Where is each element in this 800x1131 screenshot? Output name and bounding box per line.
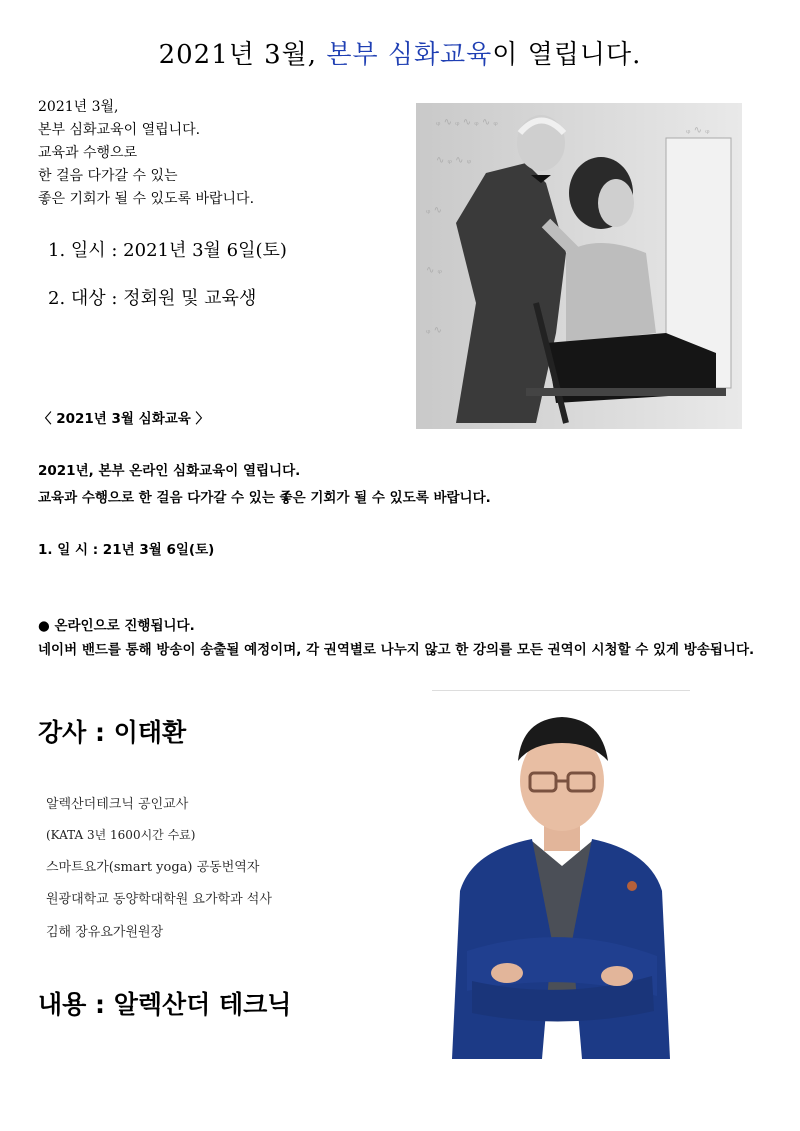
content-heading: 내용 : 알렉산더 테크닉 xyxy=(38,990,292,1019)
svg-text:∿ ᵩ: ∿ ᵩ xyxy=(426,265,442,276)
bio-line: 원광대학교 동양학대학원 요가학과 석사 xyxy=(46,892,272,907)
photo-caption: 〈 2021년 3월 심화교육 〉 xyxy=(38,411,210,427)
online-body: 네이버 밴드를 통해 방송이 송출될 예정이며, 각 권역별로 나누지 않고 한 강의를 모든 권역이 시청할 수 있게 방송됩니다. xyxy=(38,642,755,658)
page-title xyxy=(0,34,800,71)
schedule-item: 1. 일시 : 2021년 3월 6일(토) xyxy=(48,240,287,261)
svg-text:ᵩ ∿ ᵩ: ᵩ ∿ ᵩ xyxy=(686,125,710,136)
bio-line: 스마트요가(smart yoga) 공동번역자 xyxy=(46,860,260,875)
bio-line: 알렉산더테크닉 공인교사 xyxy=(46,797,189,812)
target-item: 2. 대상 : 정회원 및 교육생 xyxy=(48,288,257,309)
instructor-heading: 강사 : 이태환 xyxy=(38,718,187,747)
notice-line-1: 2021년, 본부 온라인 심화교육이 열립니다. xyxy=(38,463,301,479)
online-heading: ● 온라인으로 진행됩니다. xyxy=(38,618,195,634)
bio-line: 김해 장유요가원원장 xyxy=(46,925,164,940)
title-prefix: 2021년 3월, xyxy=(158,40,327,70)
instructor-photo xyxy=(432,690,690,1059)
historic-photo xyxy=(416,103,742,429)
svg-text:∿ ᵩ ∿ ᵩ: ∿ ᵩ ∿ ᵩ xyxy=(436,155,472,166)
online-section xyxy=(38,614,768,662)
notice-date: 1. 일 시 : 21년 3월 6일(토) xyxy=(38,542,215,558)
intro-text: 2021년 3월, 본부 심화교육이 열립니다. 교육과 수행으로 한 걸음 다가갈 수 있는 좋은 기회가 될 수 있도록 바랍니다. xyxy=(38,99,255,207)
svg-text:ᵩ ∿ ᵩ ∿ ᵩ ∿ ᵩ: ᵩ ∿ ᵩ ∿ ᵩ ∿ ᵩ xyxy=(436,117,498,128)
svg-text:ᵩ ∿: ᵩ ∿ xyxy=(426,205,442,216)
notice-line-2: 교육과 수행으로 한 걸음 다가갈 수 있는 좋은 기회가 될 수 있도록 바랍니다. xyxy=(38,490,491,506)
title-suffix: 이 열립니다. xyxy=(492,40,642,70)
bio-line: (KATA 3년 1600시간 수료) xyxy=(46,828,196,842)
title-highlight: 본부 심화교육 xyxy=(326,40,493,70)
svg-text:ᵩ ∿: ᵩ ∿ xyxy=(426,325,442,336)
